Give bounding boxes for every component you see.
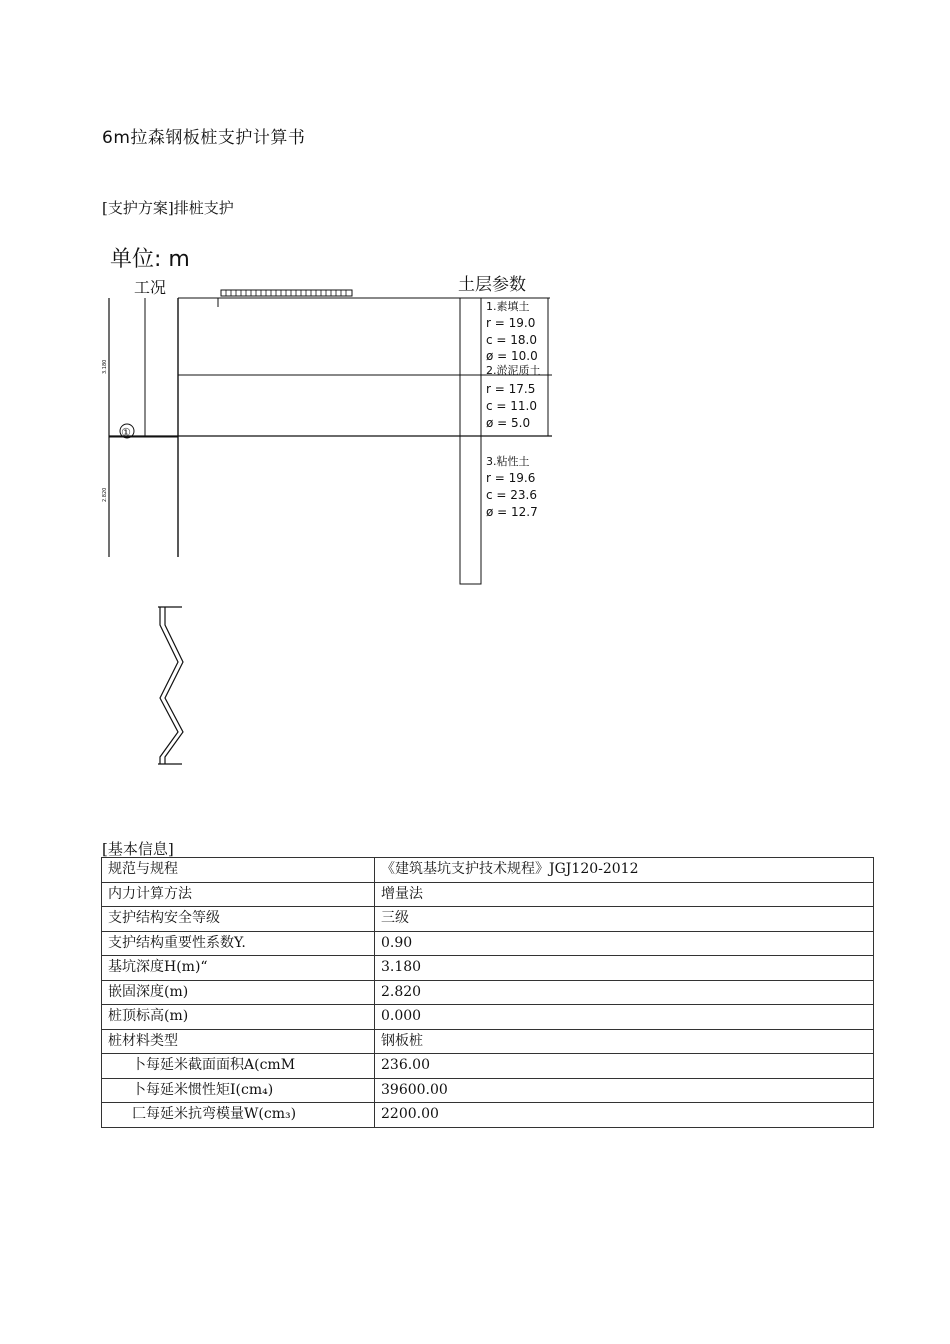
table-row: [102, 980, 874, 1005]
soil-layer-2: [486, 363, 541, 430]
row-value: 《建筑基坑支护技术规程》JGJ120-2012: [375, 858, 874, 883]
row-key: 卜每延米截面面积A(cmM: [102, 1054, 375, 1079]
table-row: [102, 1005, 874, 1030]
svg-text:ø = 12.7: ø = 12.7: [486, 505, 538, 519]
row-value: 2200.00: [375, 1103, 874, 1128]
table-row: [102, 1103, 874, 1128]
row-value: 增量法: [375, 882, 874, 907]
svg-text:r = 19.0: r = 19.0: [486, 316, 536, 330]
document-title: 6m拉森钢板桩支护计算书: [102, 128, 306, 148]
basic-info-table: [101, 857, 874, 1128]
row-value: 三级: [375, 907, 874, 932]
basic-info-label: [基本信息]: [102, 840, 174, 858]
row-value: 2.820: [375, 980, 874, 1005]
svg-text:ø = 5.0: ø = 5.0: [486, 416, 531, 430]
row-key: 规范与规程: [102, 858, 375, 883]
row-value: 236.00: [375, 1054, 874, 1079]
row-value: 39600.00: [375, 1078, 874, 1103]
unit-label: 单位: m: [110, 247, 190, 272]
svg-text:3.粘性土: 3.粘性土: [486, 455, 530, 468]
row-value: 0.90: [375, 931, 874, 956]
svg-text:1.素填土: 1.素填土: [486, 300, 530, 313]
svg-text:ø = 10.0: ø = 10.0: [486, 349, 538, 363]
soil-column: [460, 298, 481, 584]
excavation-depth-label: 3.180: [102, 359, 108, 374]
table-row: [102, 956, 874, 981]
table-row: [102, 1029, 874, 1054]
svg-text:c = 11.0: c = 11.0: [486, 399, 537, 413]
svg-text:2.淤泥质土: 2.淤泥质土: [486, 364, 541, 377]
sheet-pile-profile: [158, 607, 183, 764]
row-key: 支护结构重要性系数Y.: [102, 931, 375, 956]
table-row: [102, 858, 874, 883]
case-label: 工况: [134, 278, 167, 297]
row-value: 0.000: [375, 1005, 874, 1030]
row-value: 3.180: [375, 956, 874, 981]
table-row: [102, 1078, 874, 1103]
table-row: [102, 931, 874, 956]
svg-text:r = 17.5: r = 17.5: [486, 382, 536, 396]
row-key: 内力计算方法: [102, 882, 375, 907]
svg-text:c = 18.0: c = 18.0: [486, 333, 537, 347]
svg-text:c = 23.6: c = 23.6: [486, 488, 537, 502]
row-key: 匚每延米抗弯模量W(cm₃): [102, 1103, 375, 1128]
stage-marker-label: ①: [121, 426, 131, 439]
row-key: 卜每延米惯性矩I(cm₄): [102, 1078, 375, 1103]
svg-text:r = 19.6: r = 19.6: [486, 471, 536, 485]
row-key: 桩材料类型: [102, 1029, 375, 1054]
row-key: 基坑深度H(m)“: [102, 956, 375, 981]
table-row: [102, 907, 874, 932]
table-row: [102, 1054, 874, 1079]
row-key: 桩顶标高(m): [102, 1005, 375, 1030]
table-row: [102, 882, 874, 907]
soil-parameter-header: 土层参数: [458, 275, 526, 295]
soil-layer-3: [486, 454, 538, 519]
support-scheme: [支护方案]排桩支护: [102, 199, 234, 217]
embedment-depth-label: 2.820: [102, 487, 108, 502]
row-key: 支护结构安全等级: [102, 907, 375, 932]
row-value: 钢板桩: [375, 1029, 874, 1054]
soil-layer-1: [486, 299, 538, 363]
row-key: 嵌固深度(m): [102, 980, 375, 1005]
